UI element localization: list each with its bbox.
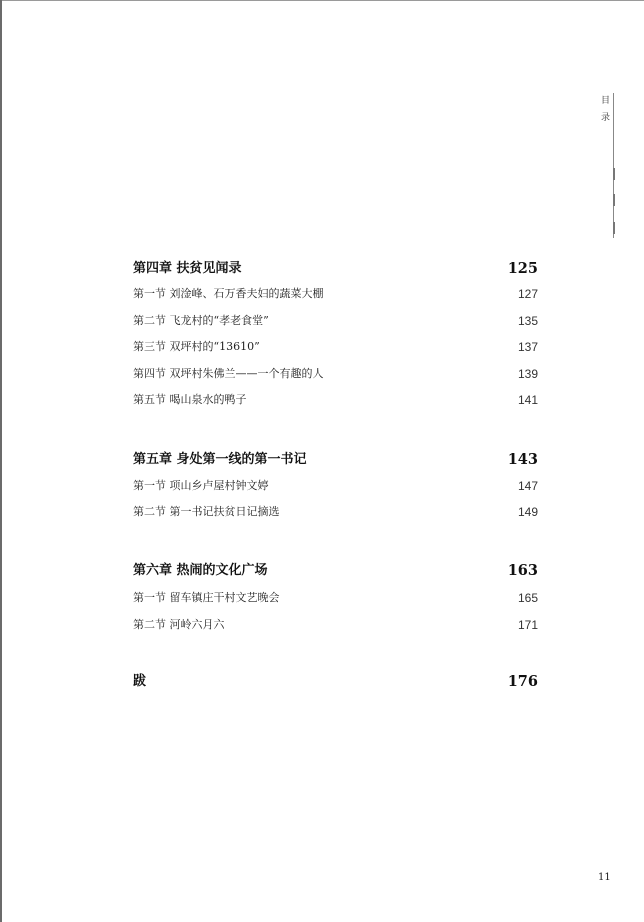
toc-section[interactable] bbox=[133, 311, 538, 331]
running-header-rule bbox=[613, 93, 614, 238]
section-title: 第三节 双坪村的“13610” bbox=[133, 340, 260, 353]
page-top-border bbox=[0, 0, 644, 1]
section-page-number: 171 bbox=[517, 618, 538, 632]
running-header-tick bbox=[613, 168, 615, 180]
page-number: 11 bbox=[598, 872, 611, 883]
toc-section[interactable] bbox=[133, 337, 538, 357]
chapter-title: 第六章 热闹的文化广场 bbox=[133, 563, 268, 578]
toc-chapter-5[interactable] bbox=[133, 449, 538, 471]
toc-chapter-4[interactable] bbox=[133, 258, 538, 280]
toc-section[interactable] bbox=[133, 615, 538, 635]
page-left-border bbox=[0, 0, 2, 922]
section-title: 第二节 飞龙村的“孝老食堂” bbox=[133, 314, 269, 327]
toc-chapter-6[interactable] bbox=[133, 560, 538, 582]
section-page-number: 139 bbox=[517, 367, 538, 381]
section-page-number: 135 bbox=[517, 314, 538, 328]
section-title: 第四节 双坪村朱佛兰——一个有趣的人 bbox=[133, 367, 324, 380]
toc-section[interactable] bbox=[133, 284, 538, 304]
section-title: 第一节 刘淦峰、石万香夫妇的蔬菜大棚 bbox=[133, 287, 324, 300]
toc-section[interactable] bbox=[133, 588, 538, 608]
toc-section[interactable] bbox=[133, 476, 538, 496]
running-header-title: 目录 bbox=[599, 95, 609, 129]
chapter-page-number: 143 bbox=[507, 451, 538, 468]
section-title: 第一节 项山乡卢屋村钟文婷 bbox=[133, 479, 269, 492]
chapter-title: 跋 bbox=[133, 674, 147, 689]
section-page-number: 127 bbox=[517, 287, 538, 301]
section-title: 第二节 河岭六月六 bbox=[133, 618, 225, 631]
section-page-number: 149 bbox=[517, 505, 538, 519]
section-page-number: 147 bbox=[517, 479, 538, 493]
chapter-page-number: 125 bbox=[507, 260, 538, 277]
section-title: 第五节 喝山泉水的鸭子 bbox=[133, 393, 247, 406]
chapter-title: 第五章 身处第一线的第一书记 bbox=[133, 452, 307, 467]
toc-postscript[interactable] bbox=[133, 671, 538, 693]
chapter-title: 第四章 扶贫见闻录 bbox=[133, 261, 242, 276]
chapter-page-number: 176 bbox=[507, 673, 538, 690]
toc-section[interactable] bbox=[133, 364, 538, 384]
running-header-tick bbox=[613, 222, 615, 234]
section-title: 第二节 第一书记扶贫日记摘选 bbox=[133, 505, 280, 518]
running-header-tick bbox=[613, 194, 615, 206]
section-page-number: 141 bbox=[517, 393, 538, 407]
toc-section[interactable] bbox=[133, 390, 538, 410]
chapter-page-number: 163 bbox=[507, 562, 538, 579]
toc-section[interactable] bbox=[133, 502, 538, 522]
section-page-number: 165 bbox=[517, 591, 538, 605]
section-page-number: 137 bbox=[517, 340, 538, 354]
section-title: 第一节 留车镇庄干村文艺晚会 bbox=[133, 591, 280, 604]
